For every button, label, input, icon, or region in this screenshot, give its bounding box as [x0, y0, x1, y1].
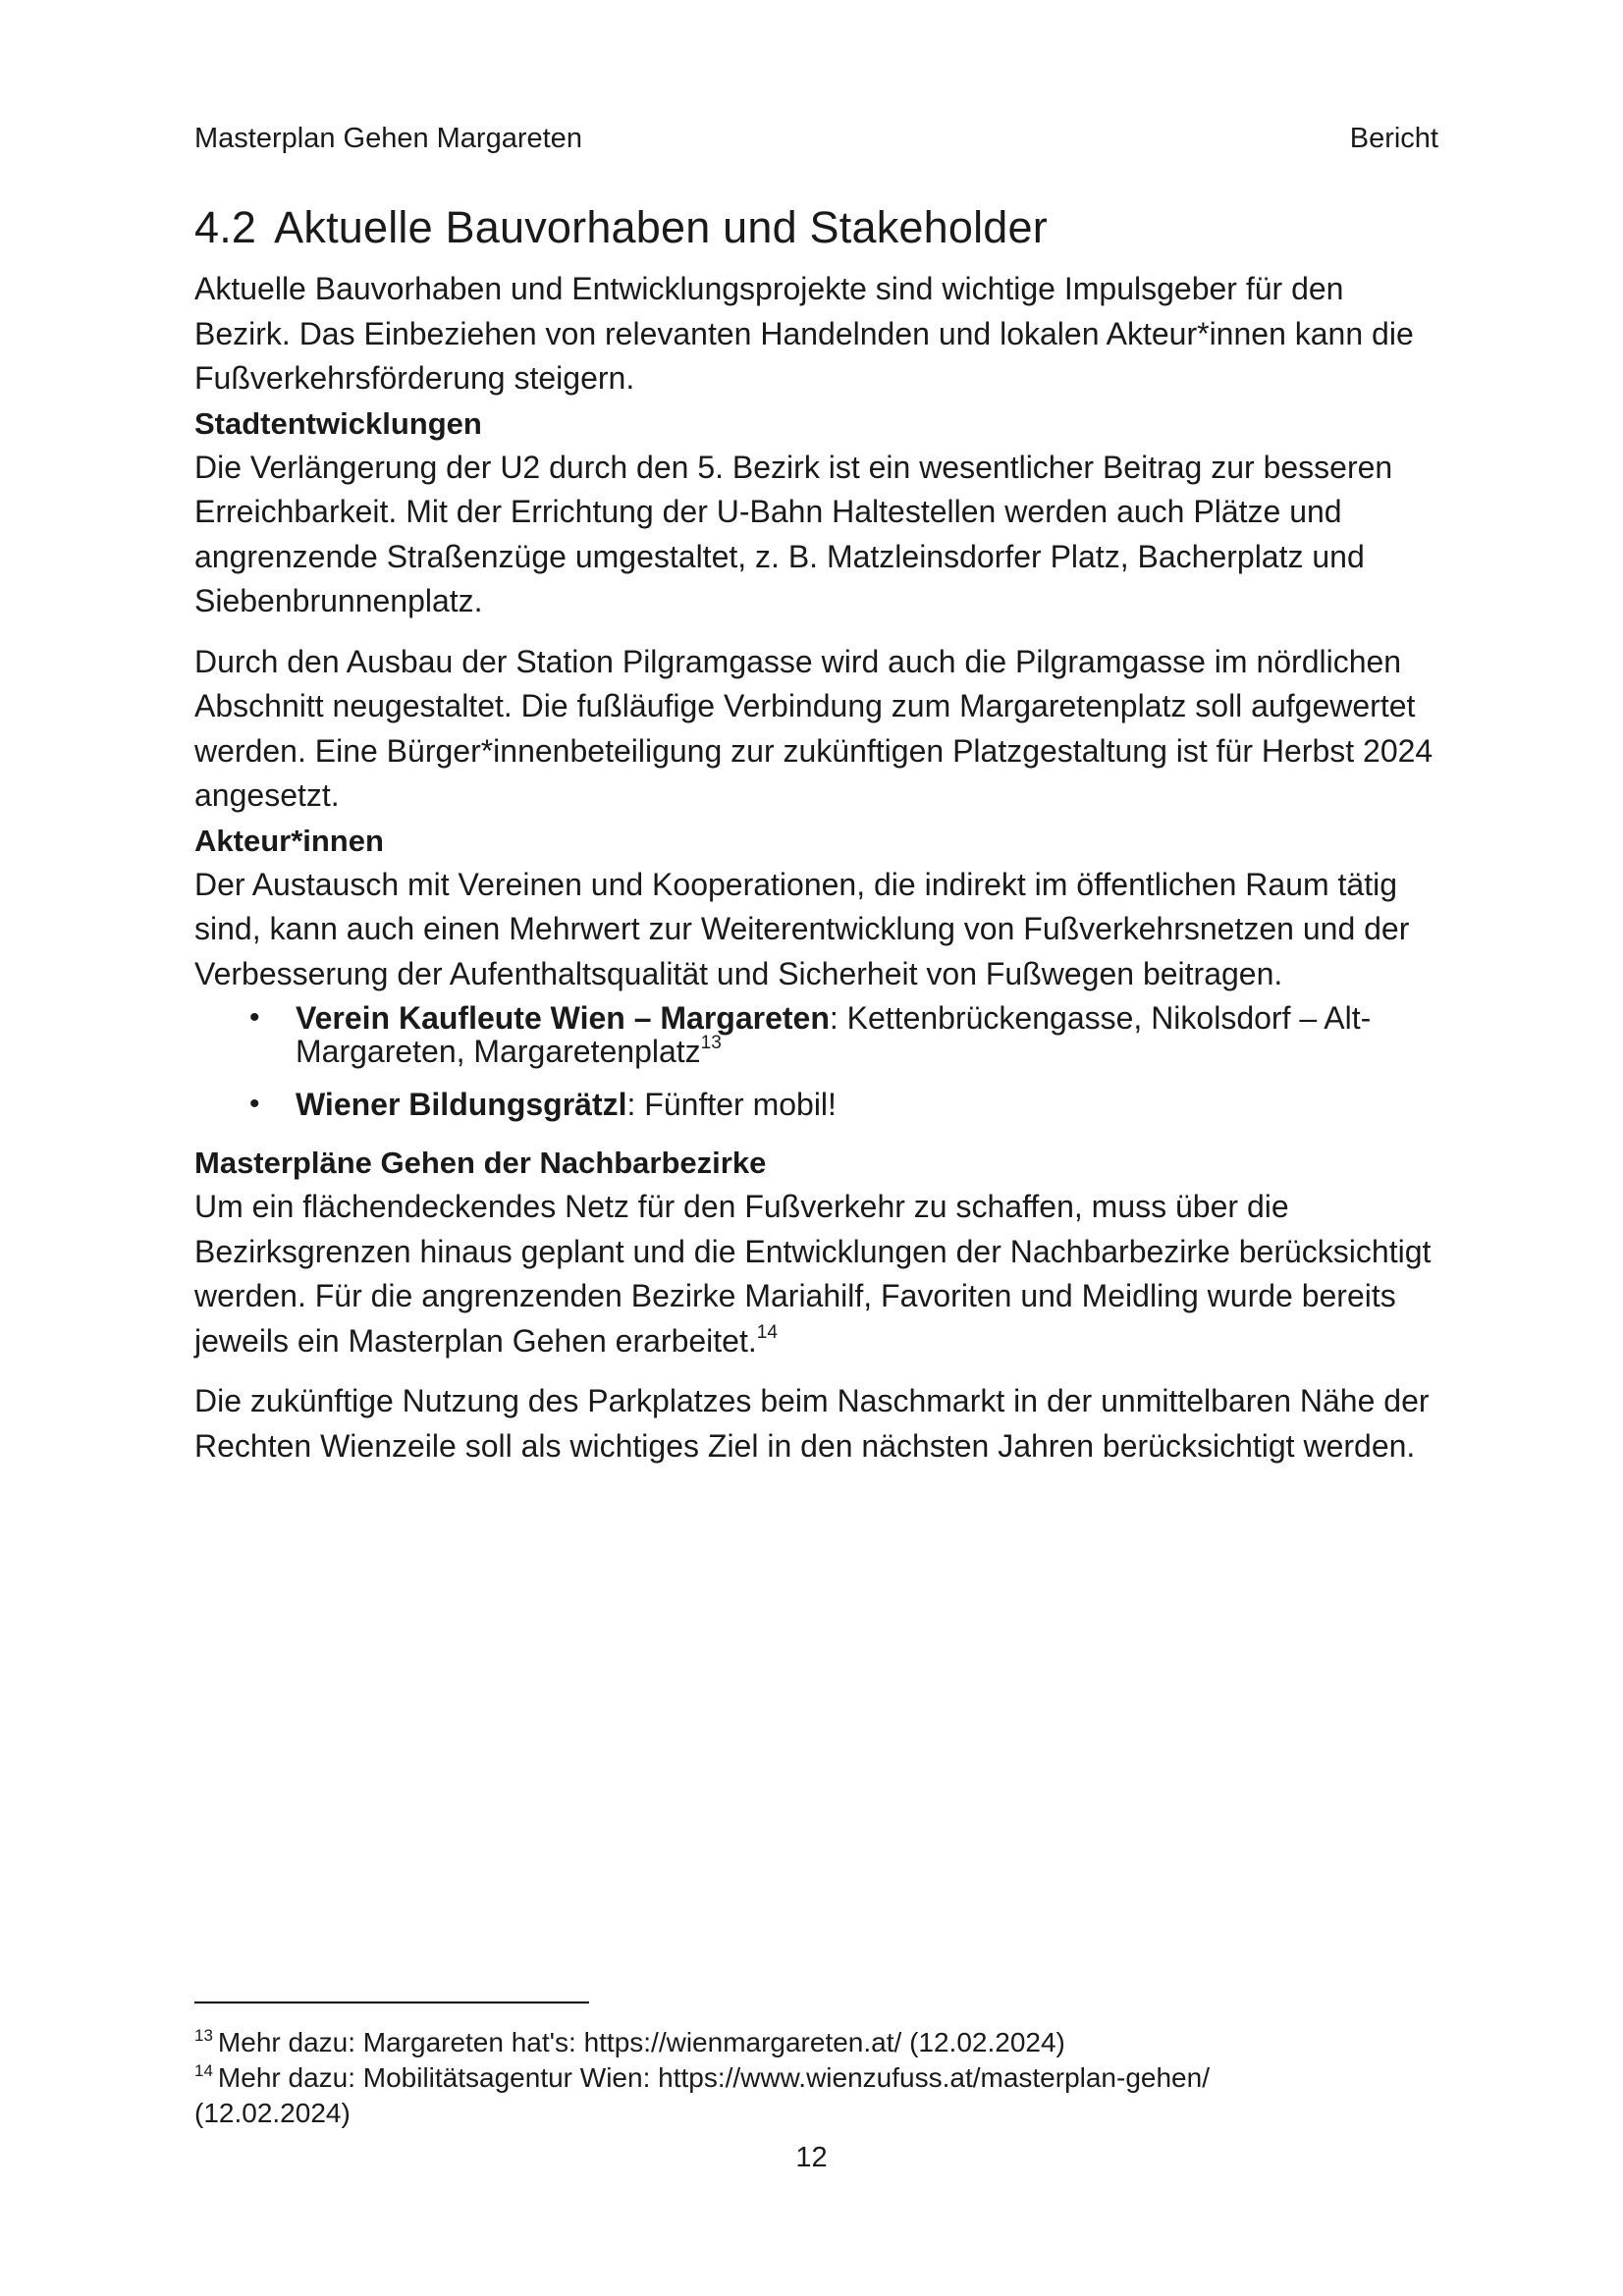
footnote-date: (12.02.2024) — [194, 2098, 351, 2128]
footnote-number: 13 — [194, 2025, 213, 2045]
page-number: 12 — [795, 2142, 828, 2173]
list-item-name: Wiener Bildungsgrätzl — [296, 1087, 627, 1122]
section-title: Aktuelle Bauvorhaben und Stakeholder — [274, 202, 1048, 252]
akteure-list — [194, 1001, 1441, 1121]
footnote-date: (12.02.2024) — [901, 2027, 1065, 2057]
footnotes — [194, 2025, 1324, 2131]
footnote-divider — [194, 2002, 589, 2003]
footnote-link[interactable]: https://www.wienzufuss.at/masterplan-gehen/ — [658, 2062, 1210, 2093]
header-document-title: Masterplan Gehen Margareten — [194, 123, 582, 154]
footnote-prefix: Mehr dazu: Margareten hat's: — [217, 2027, 584, 2057]
page-header — [194, 120, 1438, 157]
footnote-prefix: Mehr dazu: Mobilitätsagentur Wien: — [217, 2062, 659, 2093]
header-section-label: Bericht — [1349, 123, 1438, 154]
akteure-heading: Akteur*innen — [194, 823, 384, 858]
footnote-14 — [194, 2060, 1324, 2131]
list-item-name: Verein Kaufleute Wien – Margareten — [296, 1000, 830, 1036]
stadtentwicklungen-paragraph-1: Die Verlängerung der U2 durch den 5. Bezirk ist ein wesentlicher Beitrag zur besseren Erreichbarkeit. Mit der Errichtung der U-Bahn Haltestellen werden auch Plätze und angrenzende Straßenzüge umgestaltet, z. B. Matzleinsdorfer Platz, Bacherplatz und Siebenbrunnenplatz. — [194, 449, 1393, 618]
masterplaene-heading: Masterpläne Gehen der Nachbarbezirke — [194, 1146, 767, 1180]
masterplaene-paragraph-2: Die zukünftige Nutzung des Parkplatzes beim Naschmarkt in der unmittelbaren Nähe der Rechten Wienzeile soll als wichtiges Ziel in den nächsten Jahren berücksichtigt werden. — [194, 1383, 1430, 1464]
section-number: 4.2 — [194, 202, 257, 252]
list-item-text: : Fünfter mobil! — [626, 1087, 837, 1122]
footnote-ref-13[interactable]: 13 — [700, 1033, 722, 1054]
footnote-ref-14[interactable]: 14 — [756, 1321, 778, 1343]
list-item — [194, 1001, 1441, 1068]
masterplaene-paragraph-1 — [194, 1185, 1441, 1363]
stadtentwicklungen-paragraph-2: Durch den Ausbau der Station Pilgramgasse wird auch die Pilgramgasse im nördlichen Abschnitt neugestaltet. Die fußläufige Verbindung zum Margaretenplatz soll aufgewertet werden. Eine Bürger*innenbeteiligung zur zukünftigen Platzgestaltung ist für Herbst 2024 angesetzt. — [194, 643, 1434, 813]
list-item-text: : Kettenbrückengasse, Nikolsdorf – Alt-Margareten, Margaretenplatz — [296, 1000, 1372, 1069]
intro-paragraph: Aktuelle Bauvorhaben und Entwicklungsprojekte sind wichtige Impulsgeber für den Bezirk. Das Einbeziehen von relevanten Handelnden und lokalen Akteur*innen kann die Fußverkehrsförderung steigern. — [194, 271, 1414, 396]
section-heading — [194, 196, 1441, 259]
masterplaene-paragraph-1-text: Um ein flächendeckendes Netz für den Fußverkehr zu schaffen, muss über die Bezirksgrenzen hinaus geplant und die Entwicklungen der Nachbarbezirke berücksichtigt werden. Für die angrenzenden Bezirke Mariahilf, Favoriten und Meidling wurde bereits jeweils ein Masterplan Gehen erarbeitet. — [194, 1189, 1432, 1359]
page-content — [194, 196, 1441, 1468]
footnote-number: 14 — [194, 2060, 213, 2080]
list-item — [194, 1088, 1441, 1121]
footnote-link[interactable]: https://wienmargareten.at/ — [583, 2027, 902, 2057]
footnote-13 — [194, 2025, 1324, 2060]
akteure-paragraph: Der Austausch mit Vereinen und Kooperationen, die indirekt im öffentlichen Raum tätig sind, kann auch einen Mehrwert zur Weiterentwicklung von Fußverkehrsnetzen und der Verbesserung der Aufenthaltsqualität und Sicherheit von Fußwegen beitragen. — [194, 866, 1410, 991]
stadtentwicklungen-heading: Stadtentwicklungen — [194, 405, 482, 441]
bullet-icon: • — [249, 1001, 260, 1034]
bullet-icon: • — [249, 1088, 260, 1120]
